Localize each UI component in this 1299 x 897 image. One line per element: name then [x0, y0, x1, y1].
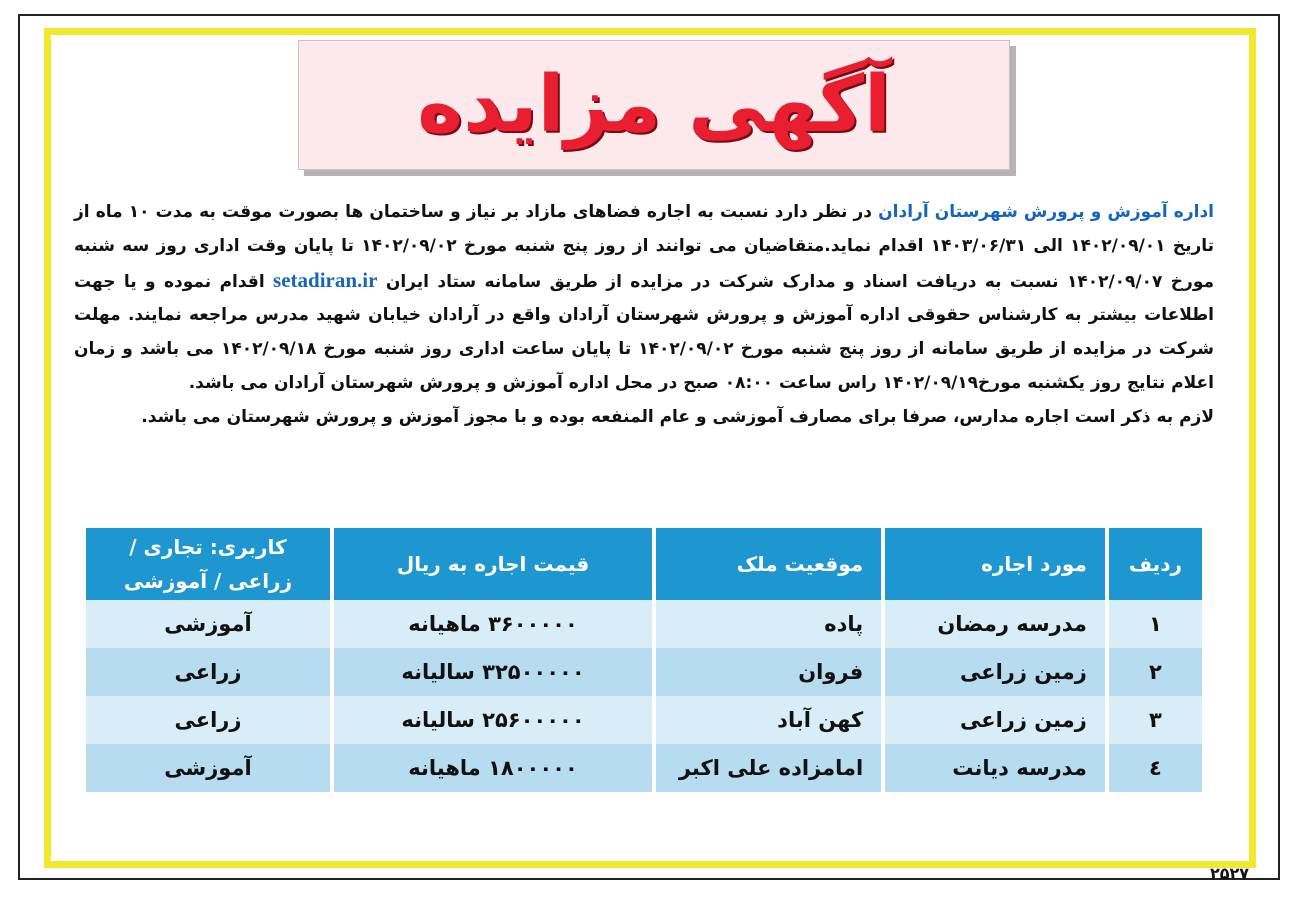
header-row-number: ردیف [1109, 528, 1202, 600]
cell-location: کهن آباد [656, 696, 881, 744]
cell-price: ۱۸۰۰۰۰۰ ماهیانه [334, 744, 652, 792]
note-paragraph: لازم به ذکر است اجاره مدارس، صرفا برای مصارف آموزشی و عام المنفعه بوده و با مجوز آموزش و پرورش شهرستان می باشد. [141, 406, 1214, 427]
organization-name: اداره آموزش و پرورش شهرستان آرادان [878, 202, 1214, 222]
cell-rental-item: زمین زراعی [885, 696, 1105, 744]
cell-location: فروان [656, 648, 881, 696]
rental-table [82, 528, 1206, 792]
cell-location: پاده [656, 600, 881, 648]
header-usage: کاربری: تجاری / زراعی / آموزشی [86, 528, 330, 600]
header-location: موقعیت ملک [656, 528, 881, 600]
cell-usage: آموزشی [86, 600, 330, 648]
cell-row-number: ۳ [1109, 696, 1202, 744]
cell-rental-item: مدرسه دیانت [885, 744, 1105, 792]
cell-usage: زراعی [86, 696, 330, 744]
table-row [86, 648, 1202, 696]
main-paragraph [74, 196, 1214, 401]
header-rental-item: مورد اجاره [885, 528, 1105, 600]
notice-title: آگهی مزایده [417, 60, 891, 150]
cell-price: ۳۲۵۰۰۰۰۰ سالیانه [334, 648, 652, 696]
notice-body [74, 196, 1214, 435]
cell-row-number: ٤ [1109, 744, 1202, 792]
cell-row-number: ۱ [1109, 600, 1202, 648]
cell-row-number: ۲ [1109, 648, 1202, 696]
cell-rental-item: مدرسه رمضان [885, 600, 1105, 648]
cell-usage: آموزشی [86, 744, 330, 792]
cell-price: ۲۵۶۰۰۰۰۰ سالیانه [334, 696, 652, 744]
website-link[interactable]: setadiran.ir [273, 267, 378, 292]
body-text-part-2: اقدام نموده و یا جهت اطلاعات بیشتر به کارشناس حقوقی اداره آموزش و پرورش شهرستان آرادان واقع در آرادان خیابان شهید مدرس مراجعه نمایند. مهلت شرکت در مزایده از طریق سامانه از روز پنج شنبه مورخ ۱۴۰۲/۰۹/۰۲ تا پایان ساعت اداری روز شنبه مورخ ۱۴۰۲/۰۹/۱۸ می باشد و زمان اعلام نتایج روز یکشنبه مورخ۱۴۰۲/۰۹/۱۹ راس ساعت ۰۸:۰۰ صبح در محل اداره آموزش و پرورش شهرستان آرادان می باشد. [74, 271, 1214, 393]
cell-usage: زراعی [86, 648, 330, 696]
table-row [86, 744, 1202, 792]
title-banner [298, 40, 1010, 170]
header-price: قیمت اجاره به ریال [334, 528, 652, 600]
cell-location: امامزاده علی اکبر [656, 744, 881, 792]
body-text-part-1: در نظر دارد نسبت به اجاره فضاهای مازاد بر نیاز و ساختمان ها بصورت موقت به مدت ۱۰ ماه از تاریخ ۱۴۰۲/۰۹/۰۱ الی ۱۴۰۳/۰۶/۳۱ اقدام نماید.متقاضیان می توانند از روز پنج شنبه مورخ ۱۴۰۲/۰۹/۰۲ تا پایان وقت اداری روز سه شنبه مورخ ۱۴۰۲/۰۹/۰۷ نسبت به دریافت اسناد و مدارک شرکت در مزایده از طریق سامانه ستاد ایران [74, 202, 1215, 292]
table-row [86, 696, 1202, 744]
cell-price: ۳۶۰۰۰۰۰ ماهیانه [334, 600, 652, 648]
table-header-row [86, 528, 1202, 600]
cell-rental-item: زمین زراعی [885, 648, 1105, 696]
table-row [86, 600, 1202, 648]
ad-number: ۲۵۲۷ [1209, 864, 1249, 883]
